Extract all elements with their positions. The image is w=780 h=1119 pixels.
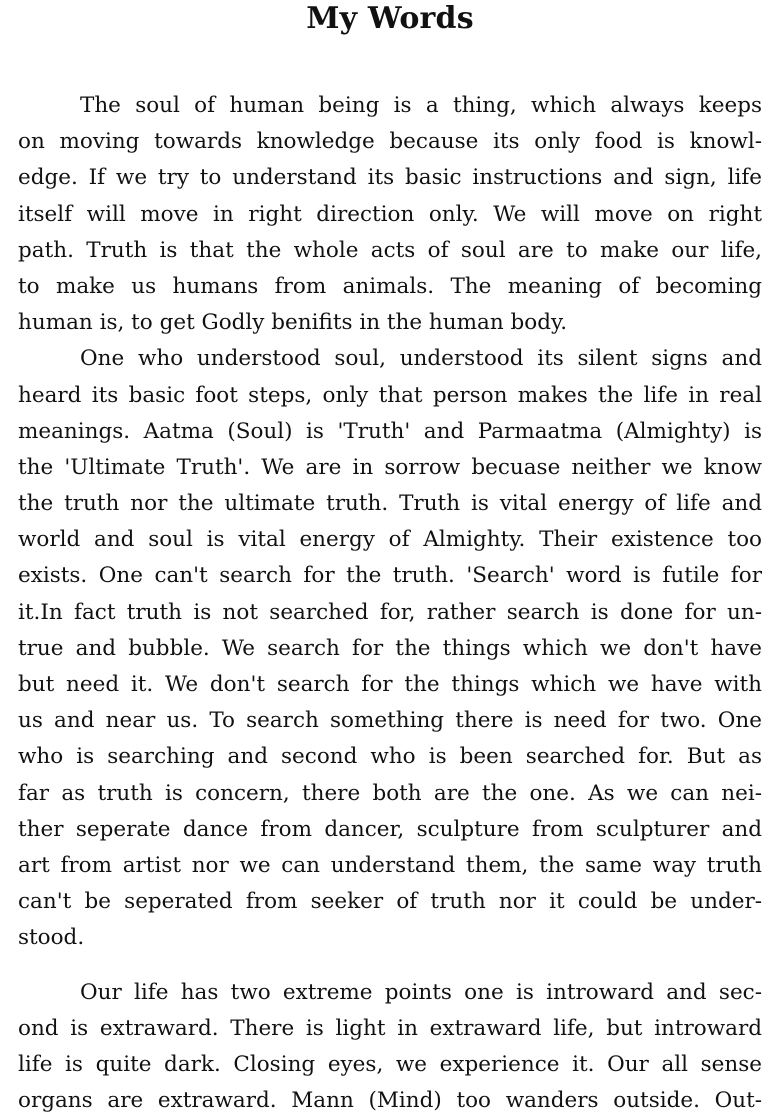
text-line: organs are extraward. Mann (Mind) too wanders outside. Out- [18,1083,762,1119]
text-line: The soul of human being is a thing, which always keeps [18,88,762,124]
paragraph-3 [18,975,762,1119]
text-line: itself will move in right direction only. We will move on right [18,197,762,233]
text-line: the truth nor the ultimate truth. Truth is vital energy of life and [18,486,762,522]
text-line: stood. [18,920,762,956]
text-line: One who understood soul, understood its silent signs and [18,341,762,377]
text-line: the 'Ultimate Truth'. We are in sorrow becuase neither we know [18,450,762,486]
text-line: but need it. We don't search for the things which we have with [18,667,762,703]
text-line: it.In fact truth is not searched for, rather search is done for un- [18,595,762,631]
paragraph-1 [18,88,762,341]
text-line: human is, to get Godly benifits in the human body. [18,305,762,341]
text-line: exists. One can't search for the truth. 'Search' word is futile for [18,558,762,594]
text-line: true and bubble. We search for the things which we don't have [18,631,762,667]
text-line: art from artist nor we can understand them, the same way truth [18,848,762,884]
text-line: far as truth is concern, there both are the one. As we can nei- [18,776,762,812]
text-line: edge. If we try to understand its basic instructions and sign, life [18,160,762,196]
text-line: who is searching and second who is been searched for. But as [18,739,762,775]
text-line: ond is extraward. There is light in extraward life, but introward [18,1011,762,1047]
text-line: can't be seperated from seeker of truth nor it could be under- [18,884,762,920]
text-line: to make us humans from animals. The meaning of becoming [18,269,762,305]
body-text [18,88,762,1119]
text-line: us and near us. To search something there is need for two. One [18,703,762,739]
text-line: on moving towards knowledge because its only food is knowl- [18,124,762,160]
text-line: meanings. Aatma (Soul) is 'Truth' and Parmaatma (Almighty) is [18,414,762,450]
text-line: path. Truth is that the whole acts of soul are to make our life, [18,233,762,269]
text-line: world and soul is vital energy of Almighty. Their existence too [18,522,762,558]
text-line: heard its basic foot steps, only that person makes the life in real [18,378,762,414]
text-line: Our life has two extreme points one is introward and sec- [18,975,762,1011]
paragraph-2 [18,341,762,956]
text-line: ther seperate dance from dancer, sculpture from sculpturer and [18,812,762,848]
page-title: My Words [18,0,762,40]
text-line: life is quite dark. Closing eyes, we experience it. Our all sense [18,1047,762,1083]
